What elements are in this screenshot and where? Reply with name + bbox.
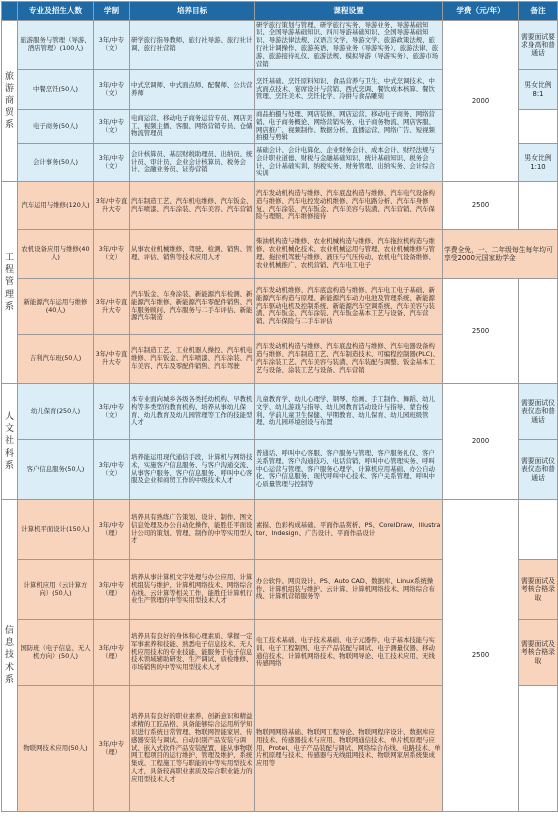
course-cell: 基础会计、会计电算化、企业财务会计、成本会计、财经法规与会计职业道德、财税与金融基础知识、统计基础知识、税务会计、会计基础实训、纳税实务、财务管理、出纳实务、会计综合实训 <box>255 144 443 182</box>
enrollment-table <box>1 1 558 812</box>
table-row <box>2 500 558 560</box>
dept-name: 旅游商贸系 <box>4 71 14 131</box>
table-row <box>2 279 558 335</box>
length-cell: 3年/中专（文） <box>94 21 130 70</box>
note-cell: 学费全免，一、二年级每生每年均可享受2000元国家助学金 <box>443 230 558 279</box>
course-cell: 柴油机构造与维修、农业机械构造与维修、汽车拖拉机构造与维修、农业机械化技术、农业机械运用与管理、农业机械维修与管理、拖拉机驾驶与维修、液压与气压传动、农机电气设备维修、农业机械推广、农机营销、汽车电工电子 <box>255 230 443 279</box>
note-cell <box>519 686 558 812</box>
header-note: 备注 <box>519 2 558 21</box>
length-cell: 3年/中专（理） <box>94 686 130 812</box>
goal-cell: 培养具有良好的身体和心理素质、掌握一定军事素养和技能、熟悉电子信息技术、无人机应用技术的专业技能，能服务于电子信息技术领域辅助研发、生产调试、质检维修、市场销售的中等实用型技术人才 <box>130 620 255 686</box>
major-cell: 电子商务(50人) <box>18 110 94 144</box>
note-cell <box>519 279 558 384</box>
goal-cell: 从事农业机械维修、驾驶、检测、销售、管理、评估、销售等技术应用人才 <box>130 230 255 279</box>
length-cell: 3年/中专（文） <box>94 440 130 500</box>
major-cell: 物联网技术应用(50人) <box>18 686 94 812</box>
length-cell: 3年/中专（理） <box>94 560 130 620</box>
length-cell: 3年/中专（文） <box>94 230 130 279</box>
goal-cell: 培养具有熟练广告策划、设计、制作、图文信息处理及办公自动化操作，能胜任平面设计公司的策划、管理、制作的中等实用型人才 <box>130 500 255 560</box>
major-cell: 计算机平面设计(150人) <box>18 500 94 560</box>
goal-cell: 培养具有良好的职业素养、创新意识和精益求精的工匠品格、具备能够综合运用所学知识进行系统日常管理、物联网智能家居、传感器安装与调试、自动识别产品安装与调试、嵌入式软件产品安装配置，能从事物联网工程项目的运行维护、管理及维护、系统集成、工程施工等与职能的中等实用型技术人才，具备较高职业素质及综合职业能力的应用型技术人才 <box>130 686 255 812</box>
header-fee: 学费（元/年） <box>443 2 519 21</box>
note-cell: 需要面试及考核合格录取 <box>519 560 558 620</box>
length-cell: 3年/中专（文） <box>94 70 130 110</box>
header-major: 专业及招生人数 <box>18 2 94 21</box>
dept-name: 人文社科系 <box>4 412 14 471</box>
table-row <box>2 230 558 279</box>
length-cell: 3年/中专（文） <box>94 110 130 144</box>
course-cell: 烹饪基础、烹饪原料知识、食品营养与卫生、中式烹调技术、中式面点技术、宴席设计与营销、西式烹调、餐饮成本核算、餐饮管理、烹饪美术、烹饪化学、冷拼与食品雕刻 <box>255 70 443 110</box>
note-cell <box>519 110 558 144</box>
course-cell: 物联网网络基础、物联网工程导论、物联网程序设计、数据库应用技术、传感器技术与应用、物联网通信技术、单片机原理与应用、Protel、电子产品装配与调试、网络综合布线、电路技术、单片机原理与技术、传感器与无线组网技术、物联网家居系统集成应用等 <box>255 686 443 812</box>
major-cell: 客户信息服务(50人) <box>18 440 94 500</box>
fee-cell: 2500 <box>443 182 519 230</box>
major-cell: 幼儿保育(250人) <box>18 384 94 440</box>
major-cell: 中餐烹饪(50人) <box>18 70 94 110</box>
course-cell: 儿童教育学、幼儿心理学、钢琴、绘画、手工制作、舞蹈、幼儿文学、幼儿游戏与指导、幼儿园教育活动设计与指导、蒙台梭利、学前儿童卫生保健、早期教育、幼儿保育、幼儿园班级管理、幼儿园环境创设与布置 <box>255 384 443 440</box>
goal-cell: 培养从事计算机文字处理与办公应用、计算机组装与维护、计算机网络技术、网络综合布线、云计算等相关工作，能胜任计算机行业生产管理的中等实用型技术人才 <box>130 560 255 620</box>
note-cell: 男女比例8:1 <box>519 70 558 110</box>
goal-cell: 本专业面向城乡各级各类托幼机构、早教机构等多类型的教育机构、培养从事幼儿保育、幼儿教育及幼儿园管理等工作的技能型人才 <box>130 384 255 440</box>
length-cell: 3年/中专直升大专 <box>94 279 130 335</box>
course-cell: 汽车发动机维修、汽车底盘构造与维修、汽车电工电子基础、新能源汽车构造与原理、新能源汽车动力电池及管理系统、新能源汽车驱动电机及控制系统、新能源汽车空调系统、汽车美容与装潢、汽车钣金、汽车涂装、汽车钣金基本工艺与设备、汽车营销、汽车保险与二手车评估 <box>255 279 443 335</box>
note-cell: 需要面试及考核合格录取 <box>519 620 558 686</box>
goal-cell: 电商运营、移动电子商务运营专员、网店美工、视频主播、客服、网络营销专员、仓储物流管理员 <box>130 110 255 144</box>
goal-cell: 中式烹调师、中式面点师、配餐师、公共营养师 <box>130 70 255 110</box>
length-cell: 3年/中专（文） <box>94 144 130 182</box>
goal-cell: 培养能运用现代通信手段，计算机与网络技术，实施客户信息服务、与客户沟通交流、从事客户服务、客户信息服务、呼叫中心客服及企业和商贸工作的中级技术人才 <box>130 440 255 500</box>
major-cell: 新能源汽车运用与维修(40人) <box>18 279 94 335</box>
dept-cell <box>2 182 18 384</box>
dept-name: 信息技术系 <box>4 626 14 685</box>
length-cell: 3年/中专直升大专 <box>94 182 130 230</box>
course-cell: 办公软件、网页设计、PS、Auto CAD、数据库、Linux系统操作、计算机组装与维护、云计算、计算机网络技术、网络综合布线、计算机营销服务等 <box>255 560 443 620</box>
dept-cell <box>2 500 18 812</box>
dept-cell <box>2 21 18 182</box>
note-cell: 需要面试要求身高和普通话 <box>519 21 558 70</box>
note-cell: 男女比例1:10 <box>519 144 558 182</box>
fee-cell: 2500 <box>443 279 519 384</box>
goal-cell: 汽车钣金、车身涂装、新能源汽车检测、新能源汽车维修、新能源汽车零配件销售、汽车服务顾问、汽车服务与二手车评估、新能源汽车制造 <box>130 279 255 335</box>
course-cell: 素描、色彩构成基础、平面作品赏析、PS、CorelDraw、Illustrator、Indesign、广告设计、平面作品设计 <box>255 500 443 560</box>
major-cell: 汽车运用与维修(120人) <box>18 182 94 230</box>
fee-cell: 2000 <box>443 384 519 500</box>
course-cell: 商品拍摄与处理、网店装修、网店运营、移动电子商务、网络营销、电子商务概论、网络营销实务、电子商务物流、网店客服、网店推广、视频制作、数据分析、直播运营、网络广告、短视频拍摄与剪辑 <box>255 110 443 144</box>
dept-cell <box>2 384 18 500</box>
course-cell: 汽车发动机构造与维修、汽车底盘构造与维修、汽车电器设备构造与维修、汽车制造工艺、汽车制造技术、可编程控制器(PLC)、汽车涂装工艺、汽车美容与装潢、汽车装配与调整、钣金基本工艺与设备、涂装工艺与设备、汽车营销 <box>255 335 443 384</box>
major-cell: 计算机应用（云计算方向）(50人) <box>18 560 94 620</box>
length-cell: 3年/中专直升大专 <box>94 335 130 384</box>
dept-name: 工程管理系 <box>4 253 14 312</box>
table-row <box>2 182 558 230</box>
note-cell: 需要面试仪表仪态和普通话 <box>519 440 558 500</box>
table-row <box>2 21 558 70</box>
fee-cell: 2000 <box>443 21 519 182</box>
goal-cell: 会计核算员、基层财税助理员、出纳员、统计员、审计员、企业会计核算员、税务会计、金融业务员、证券营销 <box>130 144 255 182</box>
length-cell: 3年/中专（理） <box>94 620 130 686</box>
goal-cell: 汽车制造工艺、汽车机电维修、汽车钣金、汽车喷漆、汽车涂装、汽车美容、汽车营销 <box>130 182 255 230</box>
course-cell: 汽车发动机构造与维修、汽车底盘构造与维修、汽车电气设备构造与维修、汽车电控发动机维修、汽车电路分析、汽车车身修复、汽车涂装、汽车钣金、汽车美容与装潢、汽车营销、汽车保险与理赔、汽车维修接待 <box>255 182 443 230</box>
major-cell: 国防班（电子信息、无人机方向）(50人) <box>18 620 94 686</box>
length-cell: 3年/中专（理） <box>94 500 130 560</box>
note-cell <box>519 182 558 230</box>
course-cell: 电工技术基础、电子技术基础、电子元器件、电子基本技能与实训、电子工程制图、电子产品装配与调试、电子测量仪器、移动通信技术、计算机网络技术、物联网导论、电工技术应用、无线传感网络 <box>255 620 443 686</box>
major-cell: 会计事务(50人) <box>18 144 94 182</box>
goal-cell: 汽车制造工艺、工业机器人操控、汽车机电维修、汽车钣金、汽车喷漆、汽车涂装、汽车美容、汽车及零配件销售、汽车驾驶 <box>130 335 255 384</box>
note-cell <box>519 500 558 560</box>
note-cell: 需要面试仪表仪态和普通话 <box>519 384 558 440</box>
goal-cell: 研学旅行指导教师、旅行社导游、旅行社计调、旅行社营销 <box>130 21 255 70</box>
header-length: 学制 <box>94 2 130 21</box>
major-cell: 农机设备应用与维修(40人) <box>18 230 94 279</box>
header-goal: 培养目标 <box>130 2 255 21</box>
major-cell: 吉利汽车班(50人) <box>18 335 94 384</box>
enrollment-table-wrapper <box>1 1 557 812</box>
table-row <box>2 384 558 440</box>
table-header-row <box>2 2 558 21</box>
major-cell: 旅游服务与管理（导游、酒店管理）(100人) <box>18 21 94 70</box>
length-cell: 3年/中专（文） <box>94 384 130 440</box>
fee-cell: 2500 <box>443 500 519 812</box>
header-course: 课程设置 <box>255 2 443 21</box>
course-cell: 普通话、呼叫中心客服、客户服务与管理、客户服务礼仪、客户关系管理、客户沟通技巧、电话营销、呼叫中心管理实务、呼叫中心运营与管理、客户服务心理学、计算机应用基础、办公自动化、客户信息服务、现代呼叫中心技术、客户关系管理、呼叫中心质量管理与控制等 <box>255 440 443 500</box>
course-cell: 研学旅行策划与管理、研学旅行实务、导游业务、导游基础知识、全国导游基础知识、四川导游基础知识、全国导游基础知识、导游法律法规、汉语言文学、导游文学、旅游政策法规、旅行社计调操作、旅游英语、导游业务（导游实务）、旅游法律、旅游、旅游接待礼仪、旅游法规、模拟导游（导游实务）、旅游市场营销 <box>255 21 443 70</box>
header-dept <box>2 2 18 21</box>
